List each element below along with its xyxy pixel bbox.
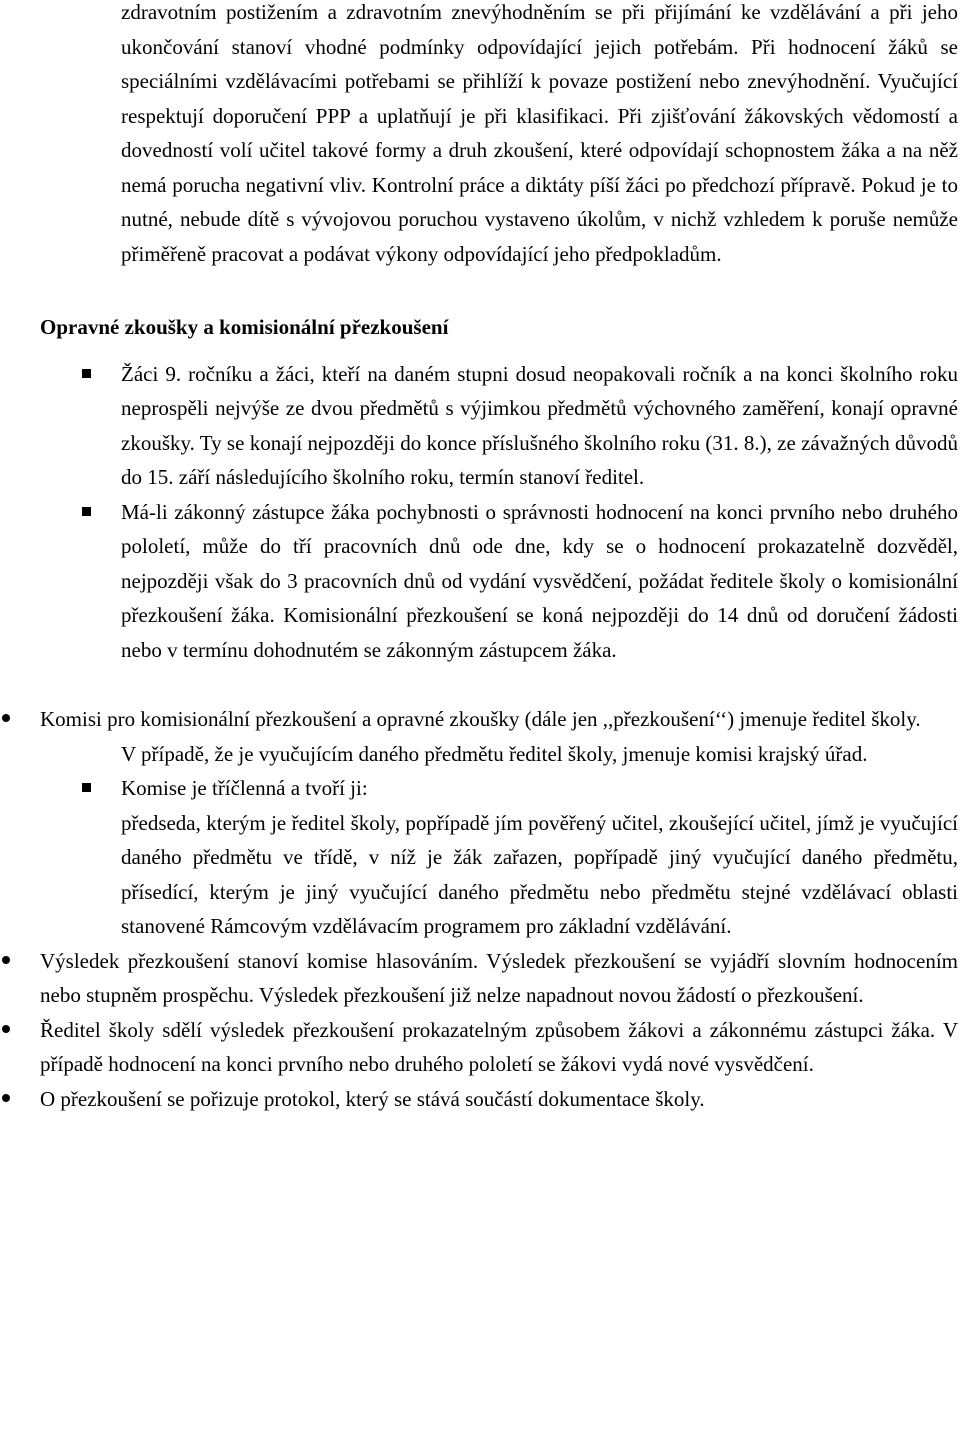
commission-sub-text: V případě, že je vyučujícím daného předmětu ředitel školy, jmenuje komisi krajský úřad. <box>121 741 868 766</box>
round-bullet-icon <box>2 1025 10 1033</box>
list-item-resit-exams <box>0 357 960 495</box>
list-item-text: Má-li zákonný zástupce žáka pochybnosti o správnosti hodnocení na konci prvního nebo druhého pololetí, může do tří pracovních dnů ode dne, kdy se o hodnocení prokazatelně dozvěděl, nejpozději však do 3 pracovních dnů od vydání vysvědčení, požádat ředitele školy o komisionální přezkoušení žáka. Komisionální přezkoušení se koná nejpozději do 14 dnů od doručení žádosti nebo v termínu dohodnutém se zákonným zástupcem žáka. <box>121 499 958 662</box>
round-bullet-icon <box>2 1094 10 1102</box>
list-item-text: Žáci 9. ročníku a žáci, kteří na daném stupni dosud neopakovali ročník a na konci školního roku neprospěli nejvýše ze dvou předmětů s výjimkou předmětů výchovného zaměření, konají opravné zkoušky. Ty se konají nejpozději do konce příslušného školního roku (31. 8.), ze závažných důvodů do 15. září následujícího školního roku, termín stanoví ředitel. <box>121 361 958 489</box>
list-item-text: Komisi pro komisionální přezkoušení a opravné zkoušky (dále jen ,,přezkoušení‘‘) jmenuje ředitel školy. <box>40 707 921 731</box>
square-bullet-icon <box>82 507 91 516</box>
list-item-text: Komise je tříčlenná a tvoří ji: <box>121 776 368 800</box>
commission-members-text: předseda, kterým je ředitel školy, popřípadě jím pověřený učitel, zkoušející učitel, jímž je vyučující daného předmětu ve třídě, v níž je žák zařazen, popřípadě jiný vyučující daného předmětu, přísedící, kterým je jiný vyučující daného předmětu nebo předmětu stejné vzdělávací oblasti stanovené Rámcovým vzdělávacím programem pro základní vzdělávání. <box>121 810 958 938</box>
list-item-result <box>0 944 960 1013</box>
intro-paragraph: zdravotním postižením a zdravotním znevýhodněním se při přijímání ke vzdělávání a při jeho ukončování stanoví vhodné podmínky odpovídající jejich potřebám. Při hodnocení žáků se speciálními vzdělávacími potřebami se přihlíží k povaze postižení nebo znevýhodnění. Vyučující respektují doporučení PPP a uplatňují je při klasifikaci. Při zjišťování žákovských vědomostí a dovedností volí učitel takové formy a druh zkoušení, které odpovídají schopnostem žáka a na něž nemá porucha negativní vliv. Kontrolní práce a diktáty píší žáci po předchozí přípravě. Pokud je to nutné, nebude dítě s vývojovou poruchou vystaveno úkolům, v nichž vzhledem k poruše nemůže přiměřeně pracovat a podávat výkony odpovídající jeho předpokladům. <box>121 0 958 266</box>
list-item-review-request <box>0 495 960 668</box>
list-item-notify <box>0 1013 960 1082</box>
list-item-protocol <box>0 1082 960 1117</box>
list-item-text: Ředitel školy sdělí výsledek přezkoušení prokazatelným způsobem žákovi a zákonnému zástupci žáka. V případě hodnocení na konci prvního nebo druhého pololetí se žákovi vydá nové vysvědčení. <box>40 1017 958 1076</box>
square-bullet-icon <box>82 369 91 378</box>
list-item-commission-members <box>0 771 960 806</box>
list-item-text: Výsledek přezkoušení stanoví komise hlasováním. Výsledek přezkoušení se vyjádří slovním hodnocením nebo stupněm prospěchu. Výsledek přezkoušení již nelze napadnout novou žádostí o přezkoušení. <box>40 948 958 1007</box>
section-heading: Opravné zkoušky a komisionální přezkoušení <box>40 315 449 339</box>
round-bullet-icon <box>2 956 10 964</box>
list-item-text: O přezkoušení se pořizuje protokol, který se stává součástí dokumentace školy. <box>40 1086 705 1111</box>
round-bullet-icon <box>2 714 10 722</box>
square-bullet-icon <box>82 783 91 792</box>
list-item-commission <box>0 702 960 737</box>
